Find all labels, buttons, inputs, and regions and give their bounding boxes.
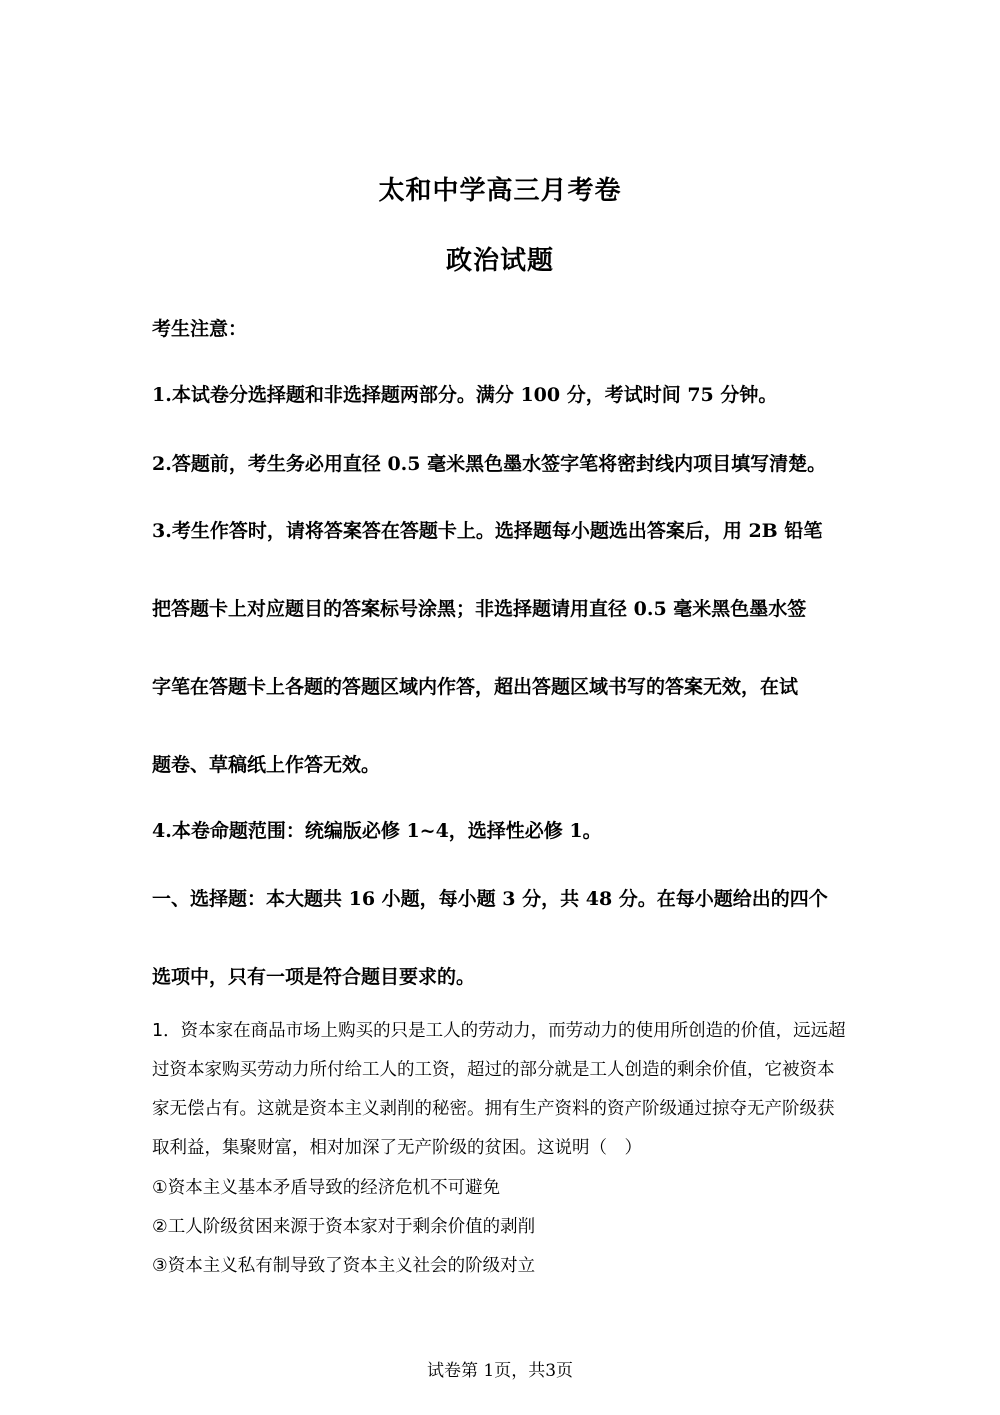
notice-item-3-line: 把答题卡上对应题目的答案标号涂黑；非选择题请用直径 0.5 毫米黑色墨水签 (152, 598, 807, 620)
page-footer: 试卷第 1页，共3页 (426, 1361, 574, 1381)
notice-item-1: 1.本试卷分选择题和非选择题两部分。满分 100 分，考试时间 75 分钟。 (152, 384, 778, 406)
exam-subtitle: 政治试题 (445, 246, 554, 276)
question-1-stem-line: 家无偿占有。这就是资本主义剥削的秘密。拥有生产资料的资产阶级通过掠夺无产阶级获 (152, 1099, 835, 1119)
question-1-stem-line: 取利益，集聚财富，相对加深了无产阶级的贫困。这说明（ ） (152, 1138, 642, 1158)
section-heading-line: 一、选择题：本大题共 16 小题，每小题 3 分，共 48 分。在每小题给出的四个 (152, 888, 828, 910)
section-heading-line: 选项中，只有一项是符合题目要求的。 (152, 966, 476, 988)
question-1-stem-line: 过资本家购买劳动力所付给工人的工资，超过的部分就是工人创造的剩余价值，它被资本 (152, 1060, 835, 1080)
notice-item-3-line: 题卷、草稿纸上作答无效。 (152, 754, 381, 776)
notice-heading: 考生注意： (152, 318, 248, 340)
notice-item-4: 4.本卷命题范围：统编版必修 1~4，选择性必修 1。 (152, 820, 602, 842)
exam-title: 太和中学高三月考卷 (378, 176, 622, 206)
question-1-option-3: ③资本主义私有制导致了资本主义社会的阶级对立 (152, 1256, 536, 1276)
question-1-option-2: ②工人阶级贫困来源于资本家对于剩余价值的剥削 (152, 1217, 536, 1237)
notice-item-3-line: 字笔在答题卡上各题的答题区域内作答，超出答题区域书写的答案无效，在试 (152, 676, 799, 698)
notice-item-3-line: 3.考生作答时，请将答案答在答题卡上。选择题每小题选出答案后，用 2B 铅笔 (152, 520, 823, 542)
question-1-stem-line: 1．资本家在商品市场上购买的只是工人的劳动力，而劳动力的使用所创造的价值，远远超 (152, 1021, 846, 1041)
question-1-option-1: ①资本主义基本矛盾导致的经济危机不可避免 (152, 1178, 501, 1198)
notice-item-2: 2.答题前，考生务必用直径 0.5 毫米黑色墨水签字笔将密封线内项目填写清楚。 (152, 453, 827, 475)
